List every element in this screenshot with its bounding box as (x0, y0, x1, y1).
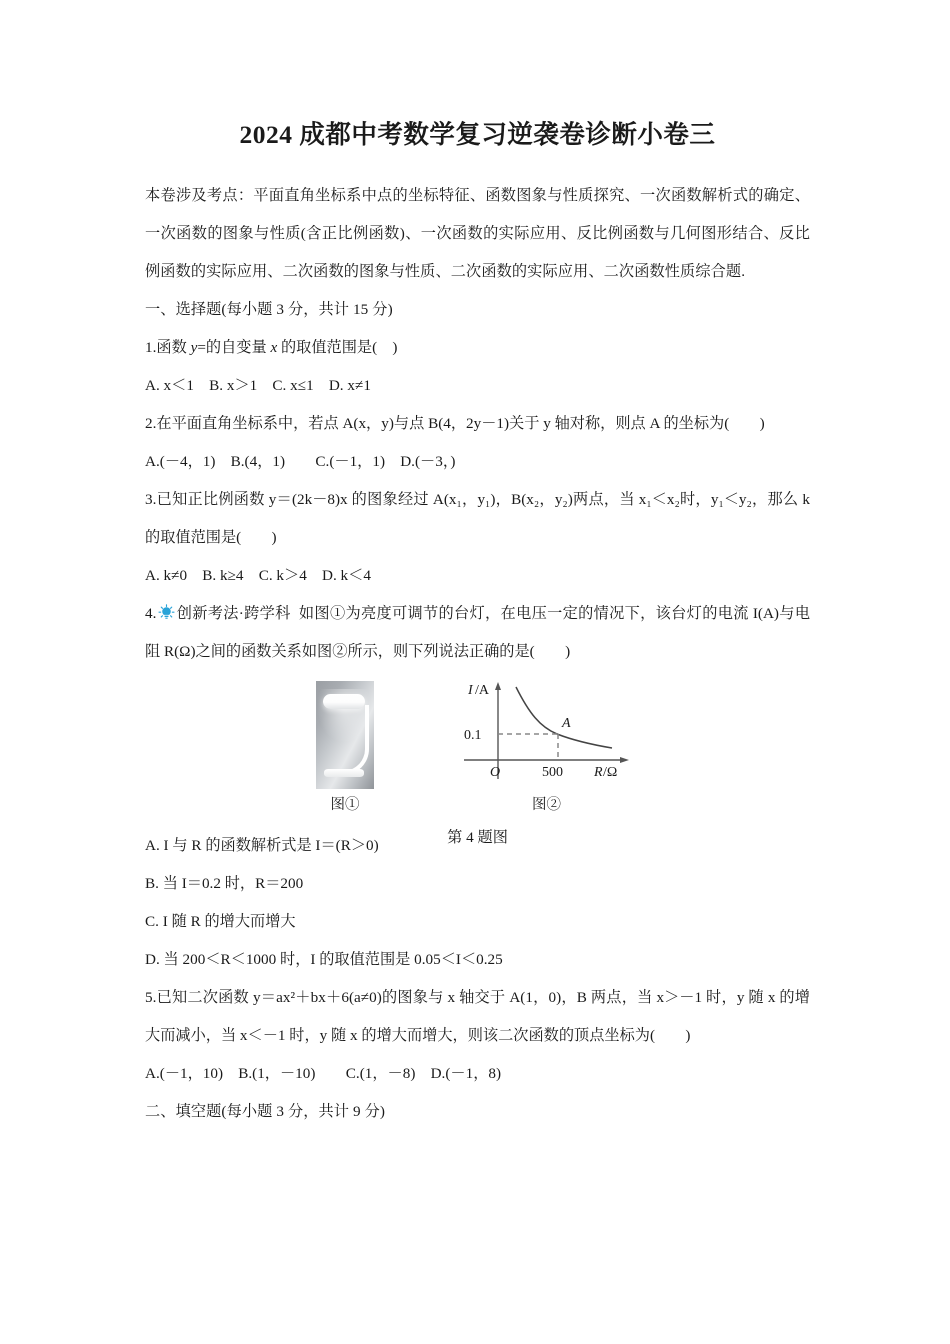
graph-y-tick: 0.1 (464, 728, 482, 744)
q1-text-a: 函数 (156, 339, 191, 357)
graph-x-axis-label: R (594, 765, 603, 781)
q1-text-b: =的自变量 (197, 339, 271, 357)
question-2-number: 2. (145, 415, 157, 433)
question-5-number: 5. (145, 989, 157, 1007)
question-1-stem (145, 329, 810, 367)
svg-text:/Ω: /Ω (603, 765, 618, 781)
page-content (145, 118, 810, 1131)
question-2-text: 在平面直角坐标系中，若点 A(x，y)与点 B(4，2y－1)关于 y 轴对称，则点 A 的坐标为( ) (156, 415, 765, 433)
question-2-options: A.(－4，1) B.(4，1) C.(－1，1) D.(－3，) (145, 453, 456, 471)
inverse-proportion-graph (454, 677, 639, 789)
question-1-number: 1. (145, 339, 157, 357)
question-1-options: A. x＜1 B. x＞1 C. x≤1 D. x≠1 (145, 377, 371, 395)
figure-2-container (454, 677, 639, 813)
lamp-base (324, 769, 364, 777)
question-4-number: 4. (145, 605, 157, 623)
q1-text-d: ) (392, 339, 398, 357)
question-2-stem (145, 405, 810, 443)
figure-1-container (316, 681, 374, 813)
question-3-stem (145, 481, 810, 557)
question-4-stem (145, 595, 810, 671)
figure-2-caption: 图② (532, 797, 561, 814)
question-5-text: 已知二次函数 y＝ax²＋bx＋6(a≠0)的图象与 x 轴交于 A(1，0)，B 两点，当 x＞－1 时，y 随 x 的增大而减小，当 x＜－1 时，y 随 x 的增大而增大，则该二次函数的顶点坐标为( ) (145, 989, 810, 1045)
q1-var-y: y (190, 339, 198, 357)
question-4-tag: 创新考法·跨学科 (176, 605, 291, 623)
graph-point-label: A (562, 716, 571, 732)
svg-text:/A: /A (475, 683, 489, 699)
question-4-option-d: D. 当 200＜R＜1000 时，I 的取值范围是 0.05＜I＜0.25 (145, 951, 503, 969)
desk-lamp-photo (316, 681, 374, 789)
section-one-heading: 一、选择题(每小题 3 分，共计 15 分) (145, 301, 393, 319)
question-3-text: 已知正比例函数 y＝(2k－8)x 的图象经过 A(x₁，y₁)，B(x₂，y₂)两点，当 x₁＜x₂时，y₁＜y₂，那么 k 的取值范围是( ) (145, 491, 810, 547)
question-4-option-a: A. I 与 R 的函数解析式是 I＝(R＞0) (145, 837, 379, 855)
question-5-stem (145, 979, 810, 1055)
section-two-heading: 二、填空题(每小题 3 分，共计 9 分) (145, 1103, 386, 1121)
figure-reference-label: 第 4 题图 (447, 828, 508, 846)
question-3-number: 3. (145, 491, 157, 509)
question-3-options: A. k≠0 B. k≥4 C. k＞4 D. k＜4 (145, 567, 371, 585)
page-title: 2024 成都中考数学复习逆袭卷诊断小卷三 (239, 120, 716, 149)
graph-y-axis-label: I (468, 683, 473, 699)
q1-var-x: x (270, 339, 278, 357)
lightbulb-icon (158, 604, 175, 621)
q1-text-c: 的取值范围是( (277, 339, 378, 357)
intro-paragraph: 本卷涉及考点：平面直角坐标系中点的坐标特征、函数图象与性质探究、一次函数解析式的确定、 一次函数的图象与性质(含正比例函数)、一次函数的实际应用、反比例函数与几何图形结合、反比例函数的实际应用、二次函数的图象与性质、二次函数的实际应用、二次函数性质综合题. (145, 187, 810, 281)
lamp-neck (335, 705, 369, 775)
figure-1-caption: 图① (330, 797, 360, 814)
question-5-options: A.(－1，10) B.(1，－10) C.(1，－8) D.(－1，8) (145, 1065, 502, 1083)
graph-origin-label: O (490, 765, 501, 781)
question-4-option-c: C. I 随 R 的增大而增大 (145, 913, 296, 931)
question-4-option-b: B. 当 I＝0.2 时，R＝200 (145, 875, 304, 893)
graph-x-tick: 500 (542, 765, 563, 781)
question-4-text: 如图①为亮度可调节的台灯，在电压一定的情况下，该台灯的电流 I(A)与电阻 R(Ω)之间的函数关系如图②所示，则下列说法正确的是( ) (145, 605, 811, 661)
